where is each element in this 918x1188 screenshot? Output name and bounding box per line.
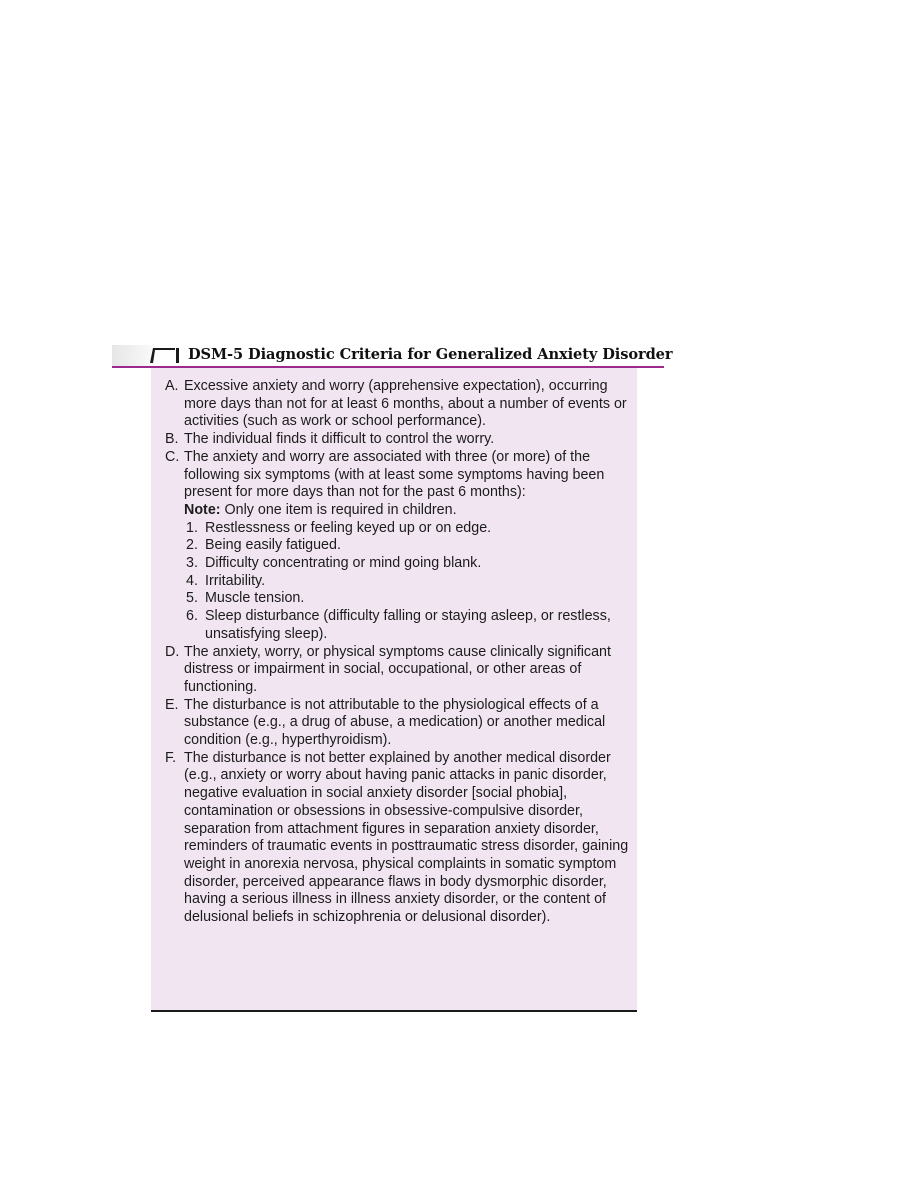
symptom-item xyxy=(184,520,633,538)
symptom-item xyxy=(184,555,633,573)
symptom-item xyxy=(184,608,633,643)
criterion-text: The anxiety and worry are associated with three (or more) of the following six symptoms (with at least some symptoms having been present for more days than not for the past 6 months): xyxy=(184,448,605,501)
criterion-note xyxy=(184,502,633,520)
criterion-letter: A. xyxy=(165,378,179,394)
symptom-item xyxy=(184,537,633,555)
symptom-list xyxy=(184,520,633,644)
criterion-text: The disturbance is not attributable to the physiological effects of a substance (e.g., a drug of abuse, a medication) or another medical condition (e.g., hyperthyroidism). xyxy=(184,696,606,749)
symptom-item xyxy=(184,590,633,608)
symptom-number: 3. xyxy=(186,555,198,572)
criterion-b xyxy=(163,431,633,449)
figure-header xyxy=(112,345,673,368)
symptom-text: Difficulty concentrating or mind going blank. xyxy=(205,555,482,572)
symptom-text: Muscle tension. xyxy=(205,590,305,607)
criterion-letter: E. xyxy=(165,696,179,713)
symptom-item xyxy=(184,573,633,591)
corner-bracket-icon xyxy=(150,347,180,363)
note-label: Note: xyxy=(184,501,221,518)
symptom-text: Irritability. xyxy=(205,572,266,589)
criterion-e xyxy=(163,697,633,750)
criterion-letter: B. xyxy=(165,431,179,448)
symptom-number: 4. xyxy=(186,572,198,589)
criterion-f xyxy=(163,750,633,927)
note-text: Only one item is required in children. xyxy=(220,501,457,518)
symptom-text: Restlessness or feeling keyed up or on edge. xyxy=(205,519,492,536)
symptom-number: 1. xyxy=(186,519,198,536)
symptom-number: 2. xyxy=(186,537,198,554)
figure-title: DSM-5 Diagnostic Criteria for Generalized Anxiety Disorder xyxy=(188,346,673,363)
criterion-text: The anxiety, worry, or physical symptoms cause clinically significant distress or impairment in social, occupational, or other areas of functioning. xyxy=(184,643,611,695)
symptom-number: 5. xyxy=(186,590,198,607)
symptom-number: 6. xyxy=(186,608,198,625)
criteria-panel xyxy=(151,368,637,1012)
criterion-text: The individual finds it difficult to control the worry. xyxy=(184,431,495,448)
symptom-text: Sleep disturbance (difficulty falling or staying asleep, or restless, unsatisfying sleep). xyxy=(205,608,611,642)
criteria-list xyxy=(163,378,633,927)
criterion-c xyxy=(163,449,633,644)
criterion-letter: D. xyxy=(165,643,180,660)
criteria-figure xyxy=(112,345,673,1013)
criterion-letter: F. xyxy=(165,749,177,766)
criterion-text: Excessive anxiety and worry (apprehensive expectation), occurring more days than not for at least 6 months, about a number of events or activities (such as work or school performance). xyxy=(184,378,627,430)
criterion-text: The disturbance is not better explained by another medical disorder (e.g., anxiety or worry about having panic attacks in panic disorder, negative evaluation in social anxiety disorder [social phobia], contamination or obsessions in obsessive-compulsive disorder, separation from attachment figures in separation anxiety disorder, reminders of traumatic events in posttraumatic stress disorder, gaining weight in anorexia nervosa, physical complaints in somatic symptom disorder, perceived appearance flaws in body dysmorphic disorder, having a serious illness in illness anxiety disorder, or the content of delusional beliefs in schizophrenia or delusional disorder). xyxy=(184,749,629,926)
criterion-d xyxy=(163,644,633,697)
criterion-letter: C. xyxy=(165,448,180,465)
criterion-a xyxy=(163,378,633,431)
symptom-text: Being easily fatigued. xyxy=(205,537,341,554)
